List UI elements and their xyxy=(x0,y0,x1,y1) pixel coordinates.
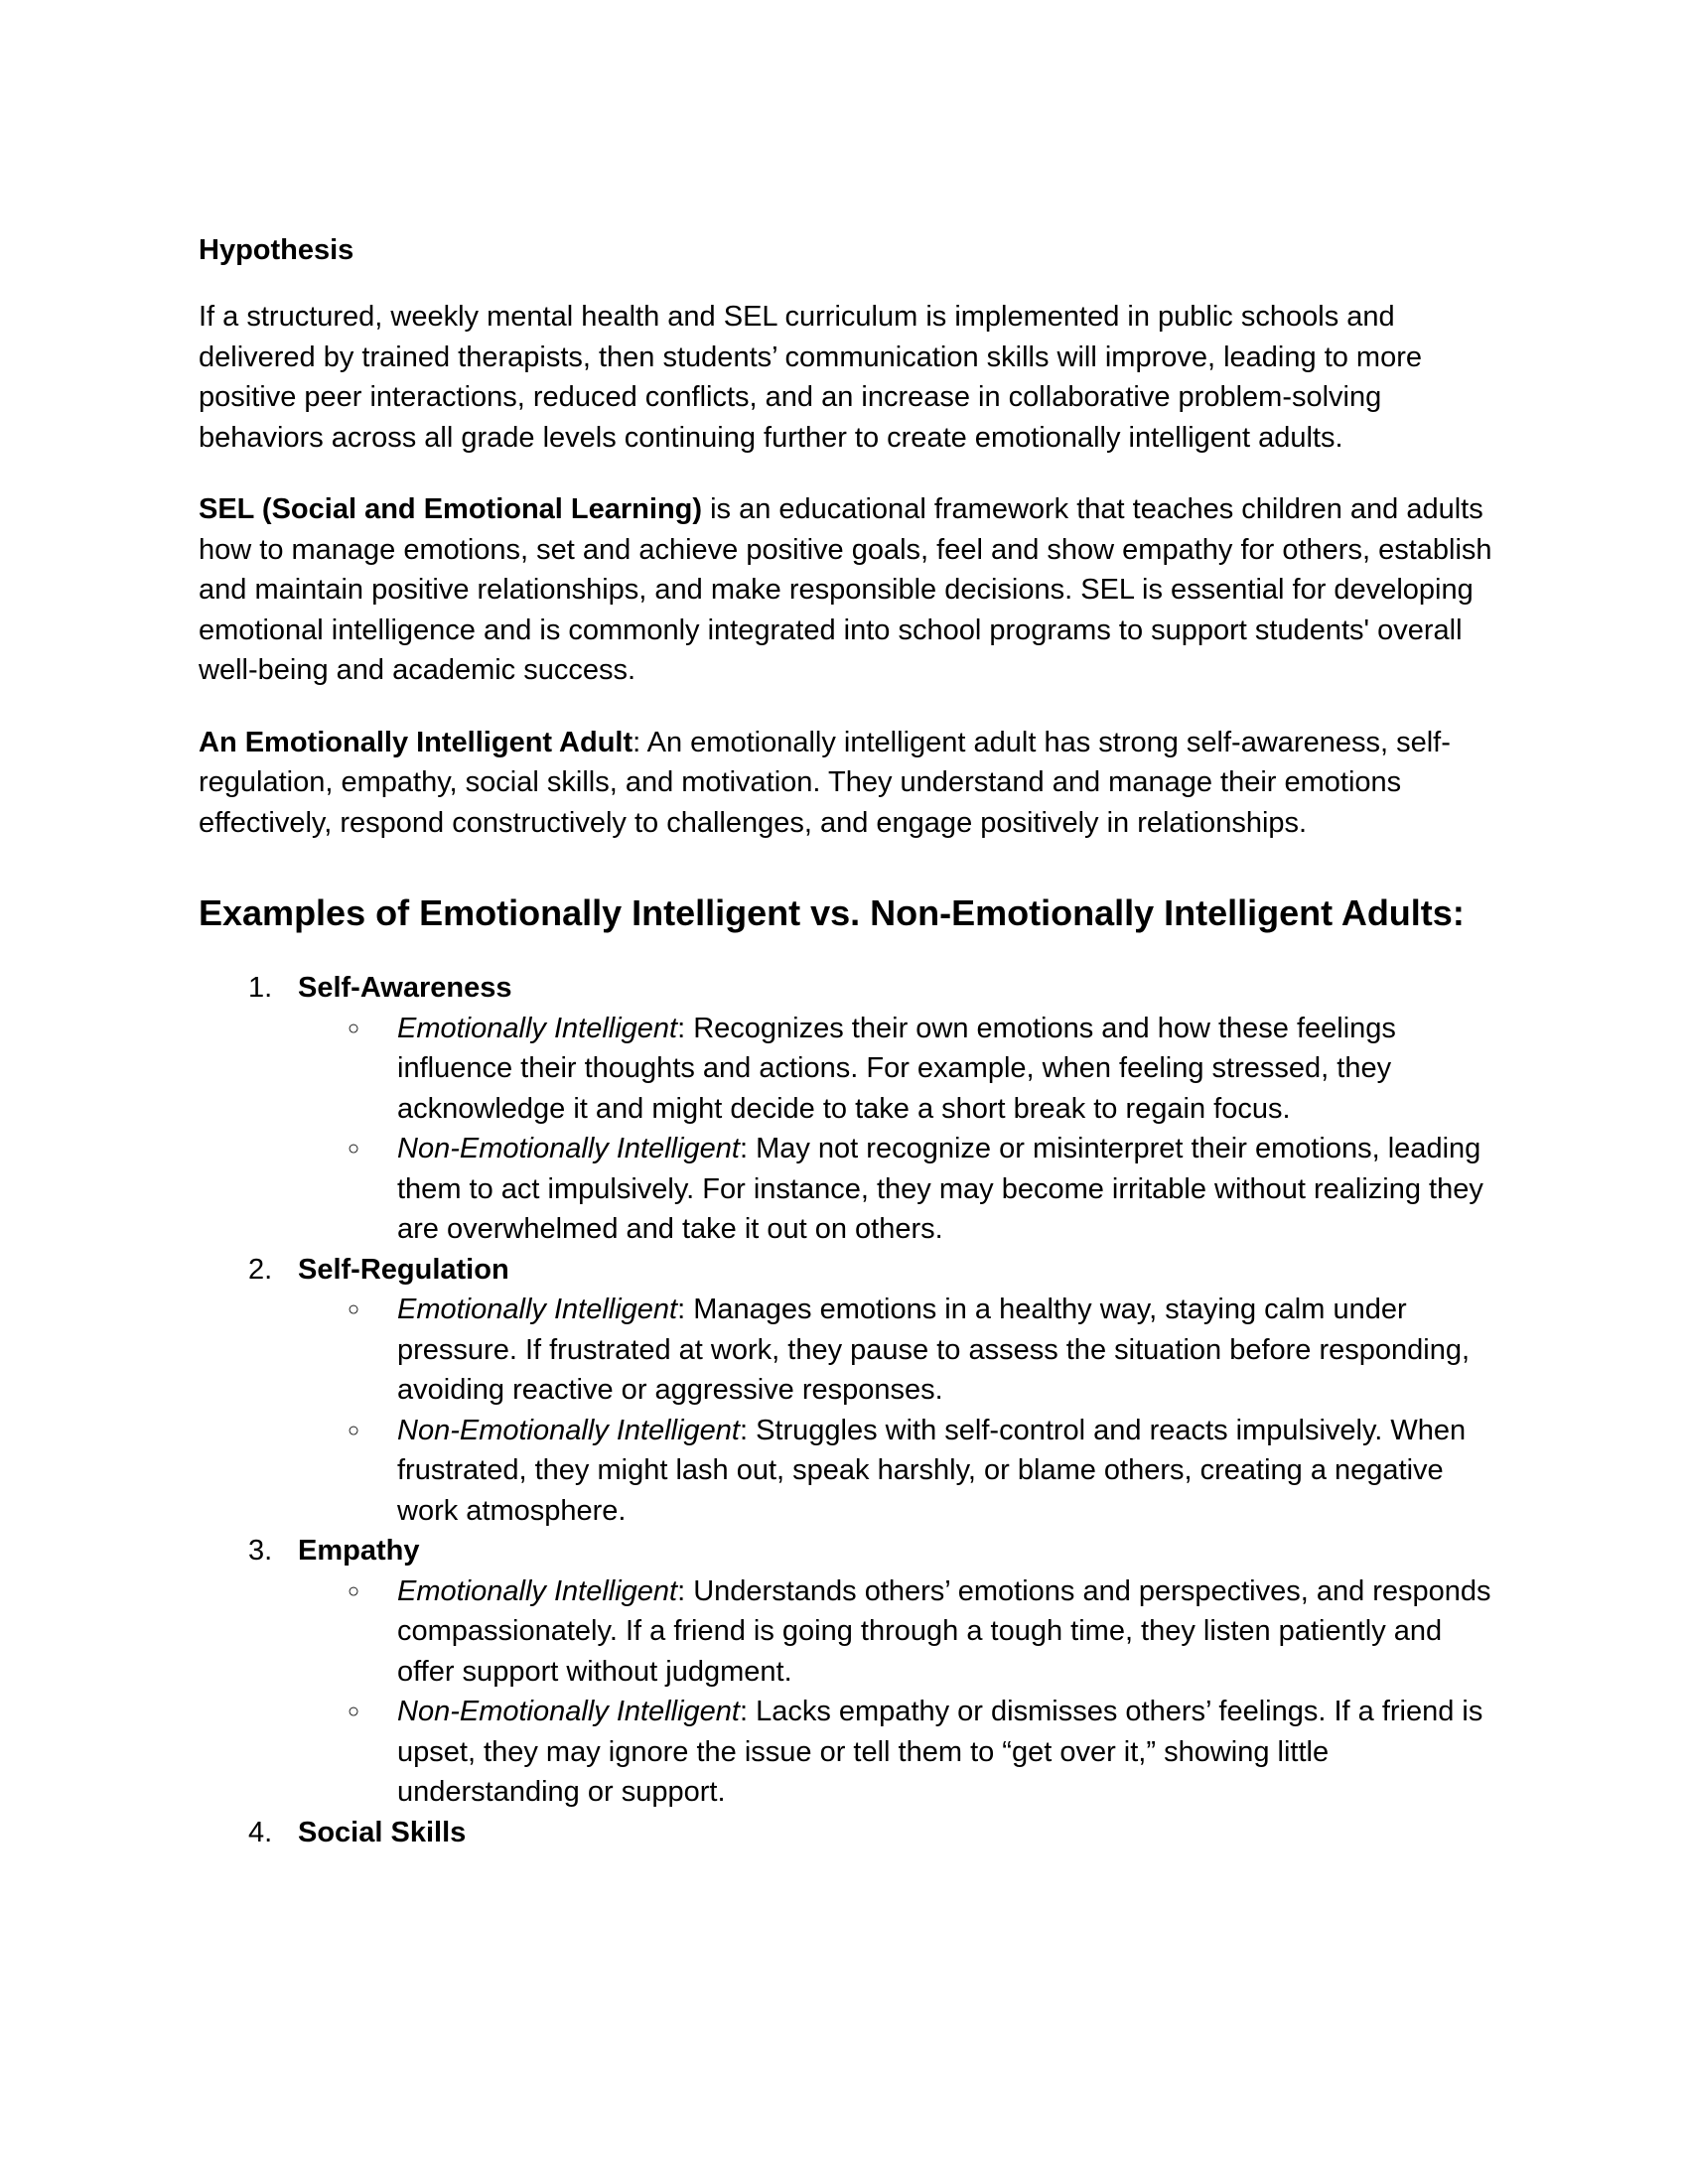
list-item-title: Social Skills xyxy=(298,1816,467,1848)
sub-list-item xyxy=(298,1571,1499,1693)
sel-definition-text: is an educational framework that teaches children and adults how to manage emotions, set and achieve positive goals, feel and show empathy for others, establish and maintain positive relationships, and make responsible decisions. SEL is essential for developing emotional intelligence and is commonly integrated into school programs to support students' overall well-being and academic success. xyxy=(199,493,1492,686)
document-page xyxy=(199,223,1499,1852)
list-number: 3. xyxy=(248,1535,273,1567)
hypothesis-heading: Hypothesis xyxy=(199,234,354,266)
sub-item-text: : Lacks empathy or dismisses others’ feelings. If a friend is upset, they may ignore the issue or tell them to “get over it,” showing little understanding or support. xyxy=(397,1696,1483,1808)
list-item xyxy=(199,968,1499,1250)
list-item-title: Self-Regulation xyxy=(298,1253,509,1286)
sub-list-item xyxy=(298,1290,1499,1411)
sub-list xyxy=(298,1290,1499,1531)
adult-definition-paragraph xyxy=(199,723,1499,844)
hollow-bullet-icon: ○ xyxy=(348,1419,360,1441)
list-item xyxy=(199,1250,1499,1532)
adult-definition-text: : An emotionally intelligent adult has strong self-awareness, self-regulation, empathy, social skills, and motivation. They understand and manage their emotions effectively, respond constructively to challenges, and engage positively in relationships. xyxy=(199,726,1451,839)
list-item xyxy=(199,1813,1499,1853)
sub-list-item xyxy=(298,1411,1499,1532)
adult-term: An Emotionally Intelligent Adult xyxy=(199,726,633,758)
sub-list-item xyxy=(298,1129,1499,1250)
list-number: 1. xyxy=(248,972,273,1004)
sub-item-label: Emotionally Intelligent xyxy=(397,1012,678,1044)
sub-item-text: : Understands others’ emotions and perspectives, and responds compassionately. If a friend is going through a tough time, they listen patiently and offer support without judgment. xyxy=(397,1574,1491,1688)
sub-list xyxy=(298,1009,1499,1250)
sub-item-text: : Recognizes their own emotions and how these feelings influence their thoughts and actions. For example, when feeling stressed, they acknowledge it and might decide to take a short break to regain focus. xyxy=(397,1012,1396,1125)
list-number: 4. xyxy=(248,1816,273,1848)
hypothesis-paragraph: If a structured, weekly mental health and SEL curriculum is implemented in public schools and delivered by trained therapists, then students’ communication skills will improve, leading to more positive peer interactions, reduced conflicts, and an increase in collaborative problem-solving behaviors across all grade levels continuing further to create emotionally intelligent adults. xyxy=(199,301,1423,454)
sub-item-text: : May not recognize or misinterpret their emotions, leading them to act impulsively. For instance, they may become irritable without realizing they are overwhelmed and take it out on others. xyxy=(397,1133,1483,1245)
hollow-bullet-icon: ○ xyxy=(348,1701,360,1722)
sub-item-text: : Manages emotions in a healthy way, staying calm under pressure. If frustrated at work, they pause to assess the situation before responding, avoiding reactive or aggressive responses. xyxy=(397,1294,1471,1406)
list-item-title: Self-Awareness xyxy=(298,972,512,1004)
sub-list xyxy=(298,1571,1499,1813)
sub-item-label: Non-Emotionally Intelligent xyxy=(397,1133,740,1164)
sel-term: SEL (Social and Emotional Learning) xyxy=(199,493,703,525)
hollow-bullet-icon: ○ xyxy=(348,1138,360,1160)
hollow-bullet-icon: ○ xyxy=(348,1579,360,1602)
sub-item-text: : Struggles with self-control and reacts impulsively. When frustrated, they might lash out, speak harshly, or blame others, creating a negative work atmosphere. xyxy=(397,1414,1467,1527)
sub-list-item xyxy=(298,1692,1499,1813)
sub-list-item xyxy=(298,1009,1499,1130)
examples-heading: Examples of Emotionally Intelligent vs. Non-Emotionally Intelligent Adults: xyxy=(199,892,1465,933)
sub-item-label: Emotionally Intelligent xyxy=(397,1294,678,1325)
sel-definition-paragraph xyxy=(199,489,1499,691)
sub-item-label: Emotionally Intelligent xyxy=(397,1574,678,1607)
list-item xyxy=(199,1531,1499,1813)
examples-list xyxy=(199,968,1499,1852)
sub-item-label: Non-Emotionally Intelligent xyxy=(397,1696,740,1727)
hollow-bullet-icon: ○ xyxy=(348,1017,360,1039)
list-item-title: Empathy xyxy=(298,1535,420,1567)
hollow-bullet-icon: ○ xyxy=(348,1298,360,1320)
list-number: 2. xyxy=(248,1253,273,1286)
sub-item-label: Non-Emotionally Intelligent xyxy=(397,1414,740,1446)
